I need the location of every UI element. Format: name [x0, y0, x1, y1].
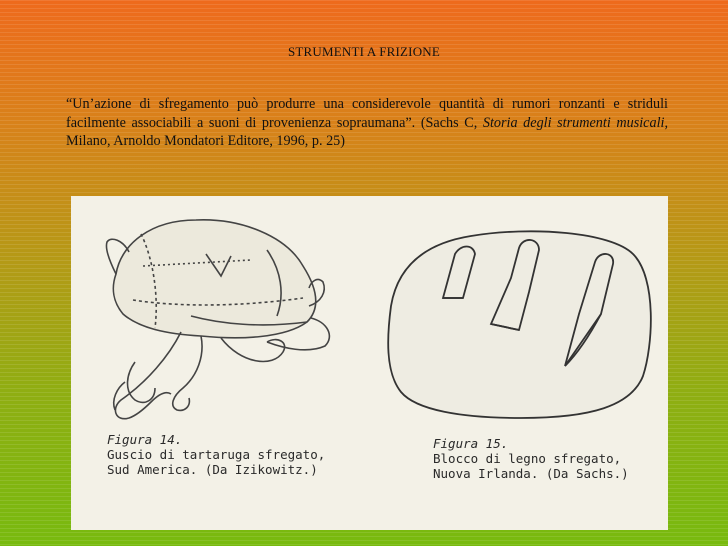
figure-panel: [71, 196, 668, 530]
figure-15-caption: [433, 436, 629, 481]
slide-title: STRUMENTI A FRIZIONE: [287, 44, 441, 59]
figure-15-line2: Nuova Irlanda. (Da Sachs.): [433, 466, 629, 481]
figure-14-caption: [107, 432, 325, 477]
quote-paragraph: [66, 95, 668, 151]
book-title: Storia degli strumenti musicali,: [482, 114, 668, 131]
quote-text: “Un’azione di sfregamento può produrre una considerevole quantità di rumori ronzanti e striduli facilmente associabili a suoni di provenienza sopraumana”. (Sachs C,: [66, 96, 668, 131]
figure-14-line1: Guscio di tartaruga sfregato,: [107, 447, 326, 462]
wooden-block-illustration: [388, 231, 651, 418]
figure-15-line1: Blocco di legno sfregato,: [433, 451, 622, 466]
quote-publisher: Milano, Arnoldo Mondatori Editore, 1996, p. 25): [66, 133, 345, 149]
turtle-shell-illustration: [106, 220, 329, 419]
figure-15-label: Figura 15.: [433, 436, 509, 451]
figure-14-label: Figura 14.: [107, 432, 183, 447]
figure-14-line2: Sud America. (Da Izikowitz.): [107, 462, 318, 477]
